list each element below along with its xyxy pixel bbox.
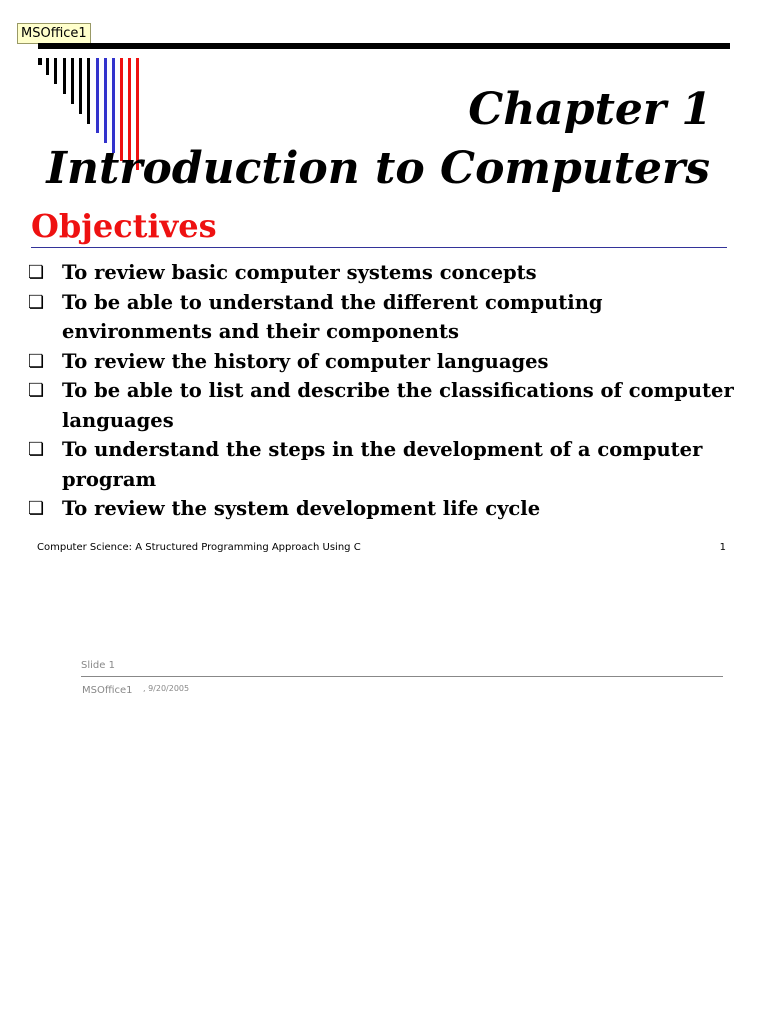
objectives-list — [28, 258, 748, 524]
list-item — [28, 376, 748, 435]
list-item — [28, 494, 748, 524]
checkbox-bullet-icon: ❏ — [28, 350, 45, 372]
list-item-text: To review the system development life cycle — [62, 497, 541, 520]
list-item — [28, 347, 748, 377]
list-item-text: To be able to list and describe the classifications of computer languages — [62, 379, 734, 432]
list-item-text: To understand the steps in the development of a computer program — [62, 438, 703, 491]
checkbox-bullet-icon: ❏ — [28, 439, 45, 460]
top-rule — [38, 43, 730, 49]
bar-9 — [104, 58, 107, 143]
checkbox-bullet-icon: ❏ — [28, 291, 45, 313]
list-item-text: To review basic computer systems concepts — [62, 261, 537, 284]
list-item — [28, 435, 748, 494]
chapter-subtitle: Introduction to Computers — [46, 143, 710, 194]
list-item-text: To review the history of computer languages — [62, 349, 549, 373]
checkbox-bullet-icon: ❏ — [28, 262, 45, 283]
bar-2 — [46, 58, 49, 75]
footer-text: Computer Science: A Structured Programming Approach Using C — [37, 542, 361, 553]
bar-4 — [63, 58, 66, 94]
slide-label: Slide 1 — [81, 660, 115, 671]
checkbox-bullet-icon: ❏ — [28, 498, 45, 519]
comment-tag[interactable]: MSOffice1 — [17, 23, 91, 44]
bar-8 — [96, 58, 99, 133]
bar-3 — [54, 58, 57, 84]
checkbox-bullet-icon: ❏ — [28, 380, 45, 401]
comment-author: MSOffice1 — [82, 685, 133, 696]
chapter-title: Chapter 1 — [468, 84, 712, 135]
bar-6 — [79, 58, 82, 114]
heading-divider — [31, 247, 727, 248]
bar-5 — [71, 58, 74, 104]
list-item-text: To be able to understand the different computing environments and their components — [62, 290, 603, 343]
list-item — [28, 288, 748, 347]
comment-date: , 9/20/2005 — [143, 684, 190, 693]
notes-divider — [81, 676, 723, 677]
page-number: 1 — [719, 542, 726, 553]
bar-1 — [38, 58, 42, 65]
objectives-heading: Objectives — [31, 207, 217, 245]
bar-10 — [112, 58, 115, 153]
bar-7 — [87, 58, 90, 124]
list-item — [28, 258, 748, 288]
